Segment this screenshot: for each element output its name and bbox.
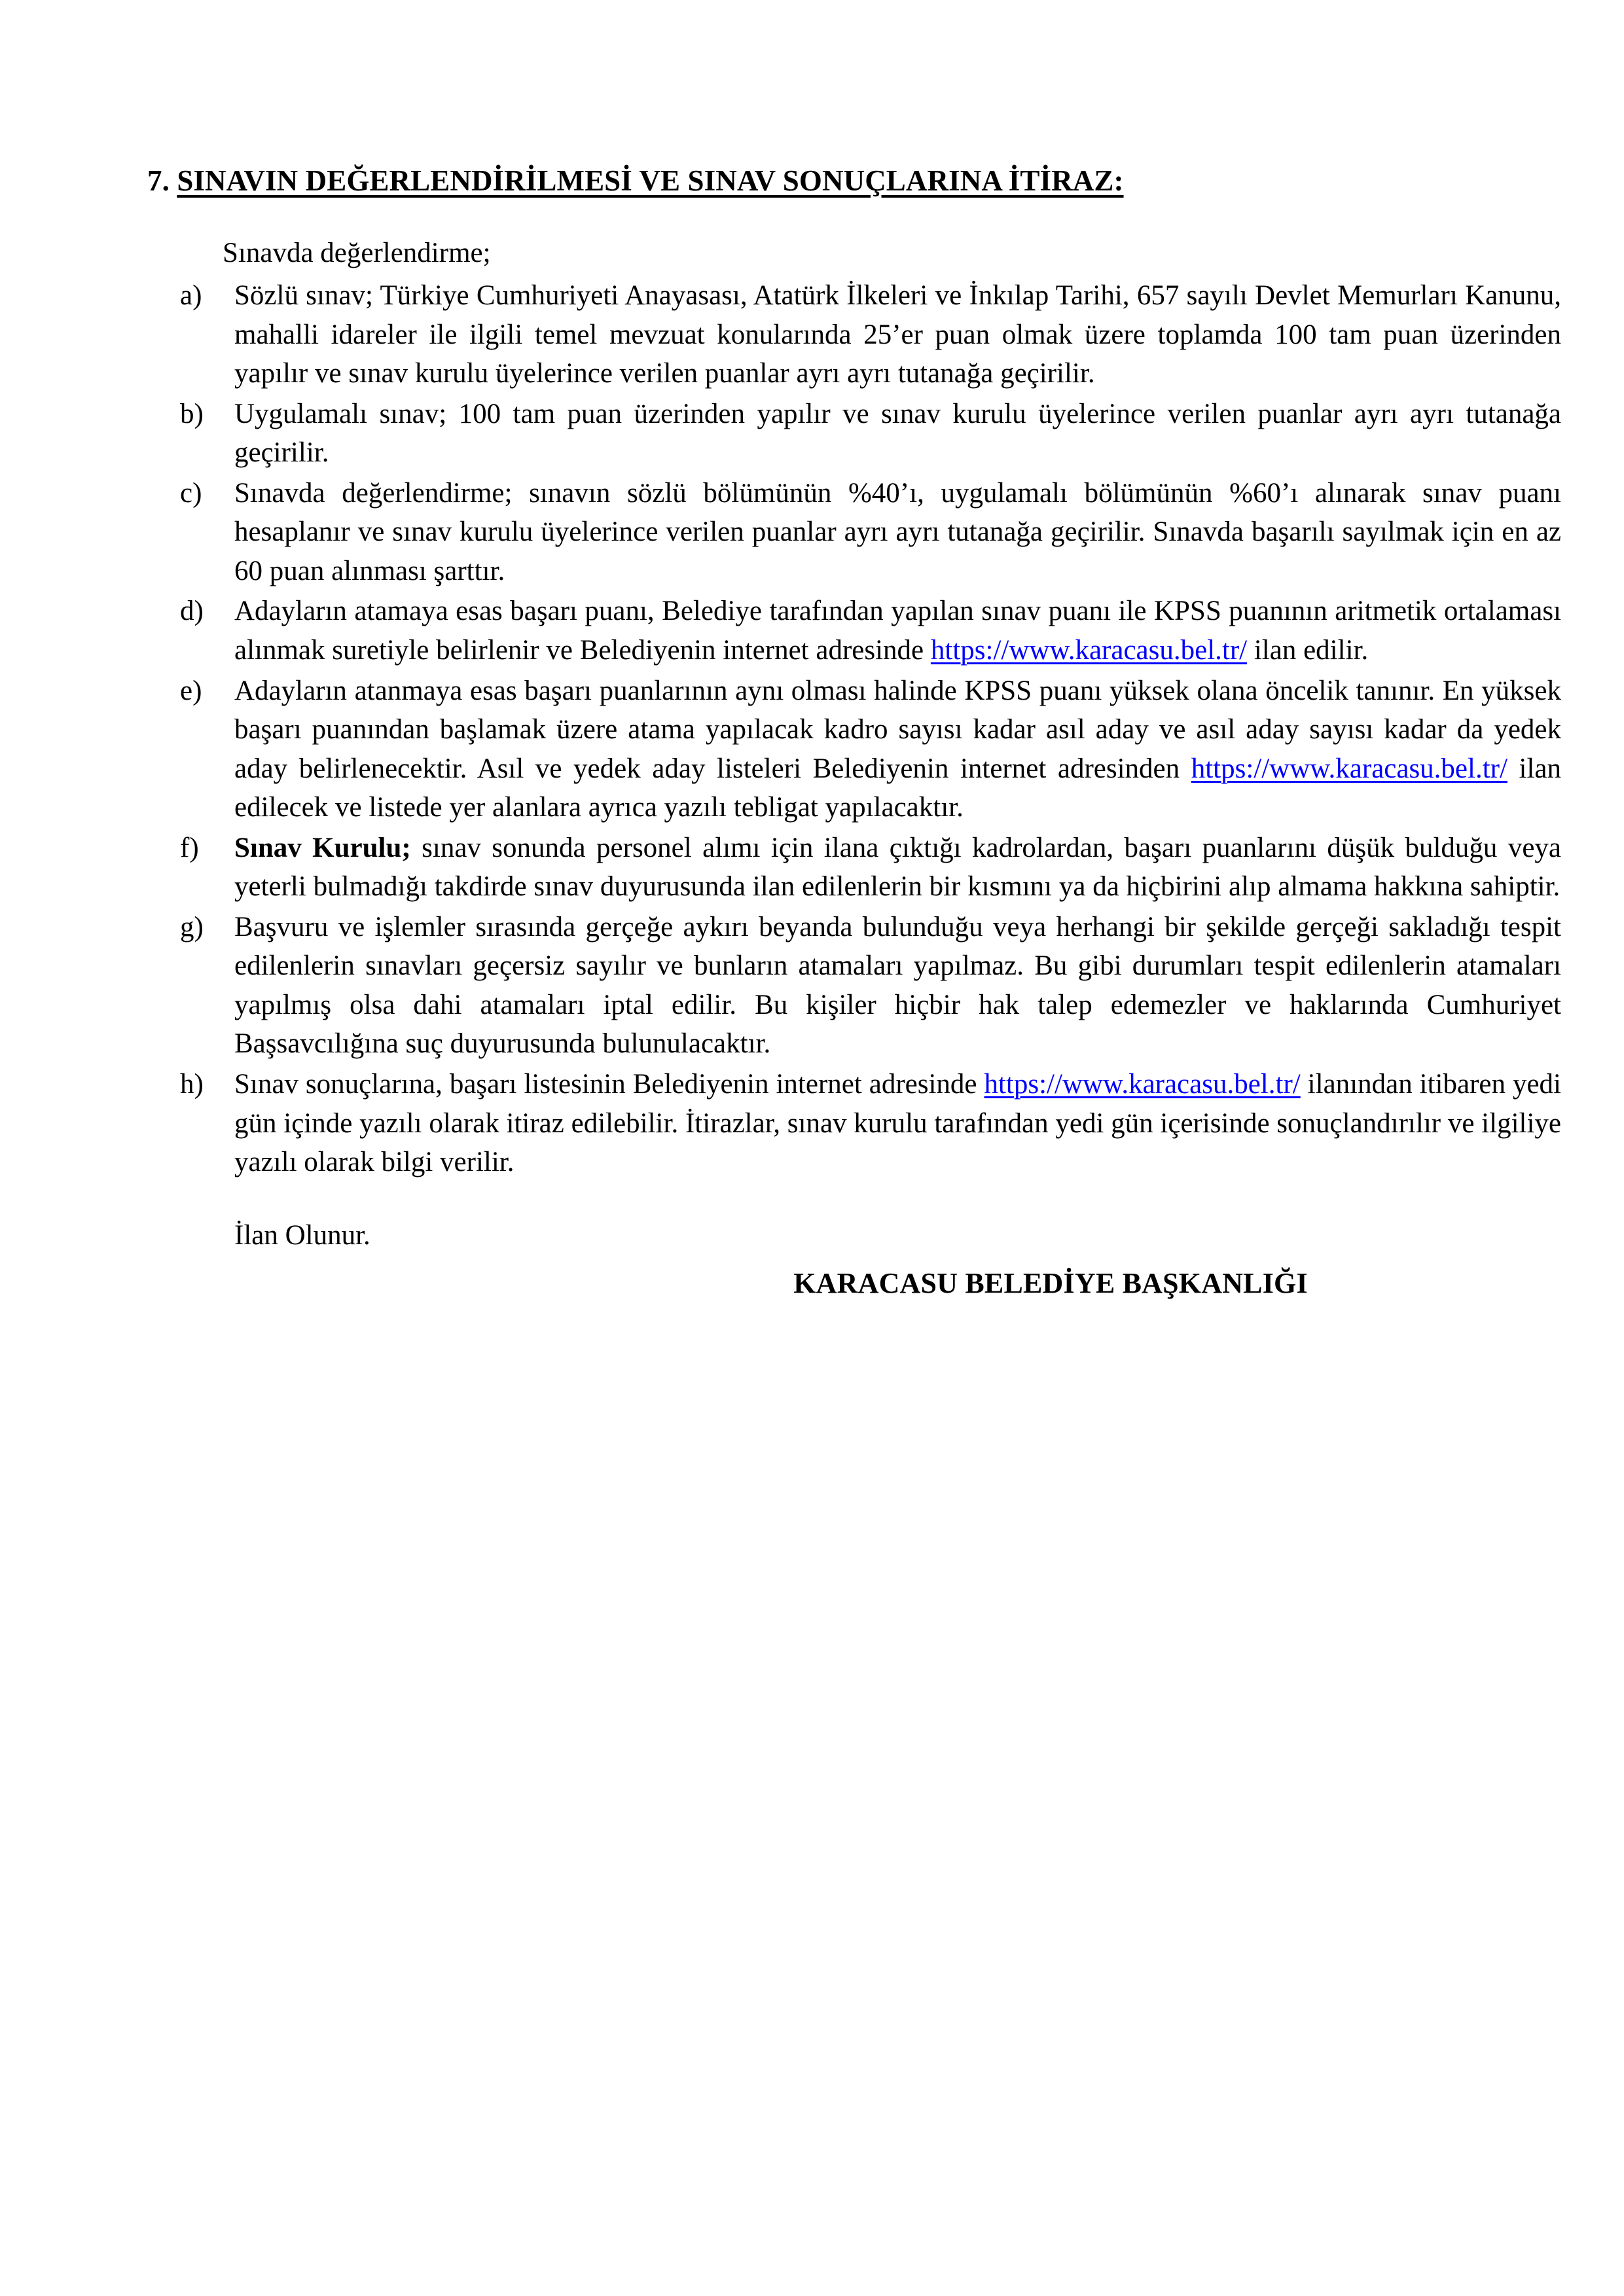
- list-item: [147, 829, 1561, 906]
- signature-block: KARACASU BELEDİYE BAŞKANLIĞI: [793, 1267, 1308, 1300]
- website-link[interactable]: https://www.karacasu.bel.tr/: [984, 1069, 1301, 1100]
- list-marker: h): [180, 1069, 204, 1100]
- list-item-text-before-link: Adayların atamaya esas başarı puanı, Belediye tarafından yapılan sınav puanı ile KPSS puanının aritmetik ortalaması alınmak suretiyle belirlenir ve Belediyenin internet adresinde: [234, 596, 1561, 666]
- list-marker: f): [180, 832, 199, 863]
- list-item-text: Sınavda değerlendirme; sınavın sözlü bölümünün %40’ı, uygulamalı bölümünün %60’ı alınarak sınav puanı hesaplanır ve sınav kurulu üyelerince verilen puanlar ayrı ayrı tutanağa geçirilir. Sınavda başarılı sayılmak için en az 60 puan alınması şarttır.: [234, 477, 1561, 586]
- heading-text: SINAVIN DEĞERLENDİRİLMESİ VE SINAV SONUÇLARINA İTİRAZ:: [177, 164, 1124, 197]
- list-item: [147, 1065, 1561, 1182]
- list-item-text-before-link: Adayların atanmaya esas başarı puanlarının aynı olması halinde KPSS puanı yüksek olana öncelik tanınır. En yüksek başarı puanından başlamak üzere atama yapılacak kadro sayısı kadar asıl aday ve asıl aday sayısı kadar da yedek aday belirlenecektir. Asıl ve yedek aday listeleri Belediyenin internet adresinden: [234, 675, 1561, 784]
- list-item-text-after-link: ilan edilecek ve listede yer alanlara ayrıca yazılı tebligat yapılacaktır.: [234, 753, 1561, 823]
- list-marker: a): [180, 280, 202, 312]
- list-item-text-before-link: Sınav sonuçlarına, başarı listesinin Belediyenin internet adresinde: [234, 1069, 984, 1100]
- list-item: [147, 395, 1561, 473]
- list-marker: e): [180, 675, 202, 706]
- list-item: [147, 908, 1561, 1064]
- list-item: [147, 474, 1561, 591]
- website-link[interactable]: https://www.karacasu.bel.tr/: [930, 635, 1248, 666]
- list-item-text: Başvuru ve işlemler sırasında gerçeğe aykırı beyanda bulunduğu veya herhangi bir şekilde gerçeği sakladığı tespit edilenlerin sınavları geçersiz sayılır ve bunların atamaları yapılmaz. Bu gibi durumları tespit edilenlerin atamaları yapılmış olsa dahi atamaları iptal edilir. Bu kişiler hiçbir hak talep edemezler ve haklarında Cumhuriyet Başsavcılığına suç duyurusunda bulunulacaktır.: [234, 911, 1561, 1060]
- lead-paragraph: Sınavda değerlendirme;: [223, 238, 491, 269]
- list-item-text-after-link: ilanından itibaren yedi gün içinde yazılı olarak itiraz edilebilir. İtirazlar, sınav kurulu tarafından yedi gün içerisinde sonuçlandırılır ve ilgiliye yazılı olarak bilgi verilir.: [234, 1069, 1561, 1178]
- list-marker: g): [180, 911, 204, 942]
- document-content: [147, 164, 1561, 1301]
- list-item-text: Sözlü sınav; Türkiye Cumhuriyeti Anayasası, Atatürk İlkeleri ve İnkılap Tarihi, 657 sayılı Devlet Memurları Kanunu, mahalli idareler ile ilgili temel mevzuat konularında 25’er puan olmak üzere toplamda 100 tam puan üzerinden yapılır ve sınav kurulu üyelerince verilen puanlar ayrı ayrı tutanağa geçirilir.: [234, 280, 1561, 389]
- page-title: [147, 164, 1561, 198]
- list-marker: b): [180, 398, 204, 429]
- list-item: [147, 672, 1561, 827]
- heading-number: 7.: [147, 164, 170, 197]
- list-marker: c): [180, 477, 202, 509]
- list-item-text: [234, 592, 1561, 670]
- list-item-text-rest: sınav sonunda personel alımı için ilana çıktığı kadrolardan, başarı puanlarını düşük bulduğu veya yeterli bulmadığı takdirde sınav duyurusunda ilan edilenlerin bir kısmını ya da hiçbirini alıp almama hakkına sahiptir.: [234, 832, 1561, 903]
- list-item-text: Uygulamalı sınav; 100 tam puan üzerinden yapılır ve sınav kurulu üyelerince verilen puanlar ayrı ayrı tutanağa geçirilir.: [234, 398, 1561, 469]
- list-item: [147, 276, 1561, 393]
- list-marker: d): [180, 596, 204, 627]
- list-item: [147, 592, 1561, 670]
- evaluation-list: [147, 276, 1561, 1182]
- list-item-text: [234, 1065, 1561, 1182]
- website-link[interactable]: https://www.karacasu.bel.tr/: [1191, 753, 1507, 784]
- list-item-text-after-link: ilan edilir.: [1247, 635, 1369, 666]
- list-item-bold-lead: Sınav Kurulu;: [234, 832, 411, 863]
- list-item-text: [234, 829, 1561, 906]
- closing-declaration: İlan Olunur.: [234, 1219, 370, 1251]
- list-item-text: [234, 672, 1561, 827]
